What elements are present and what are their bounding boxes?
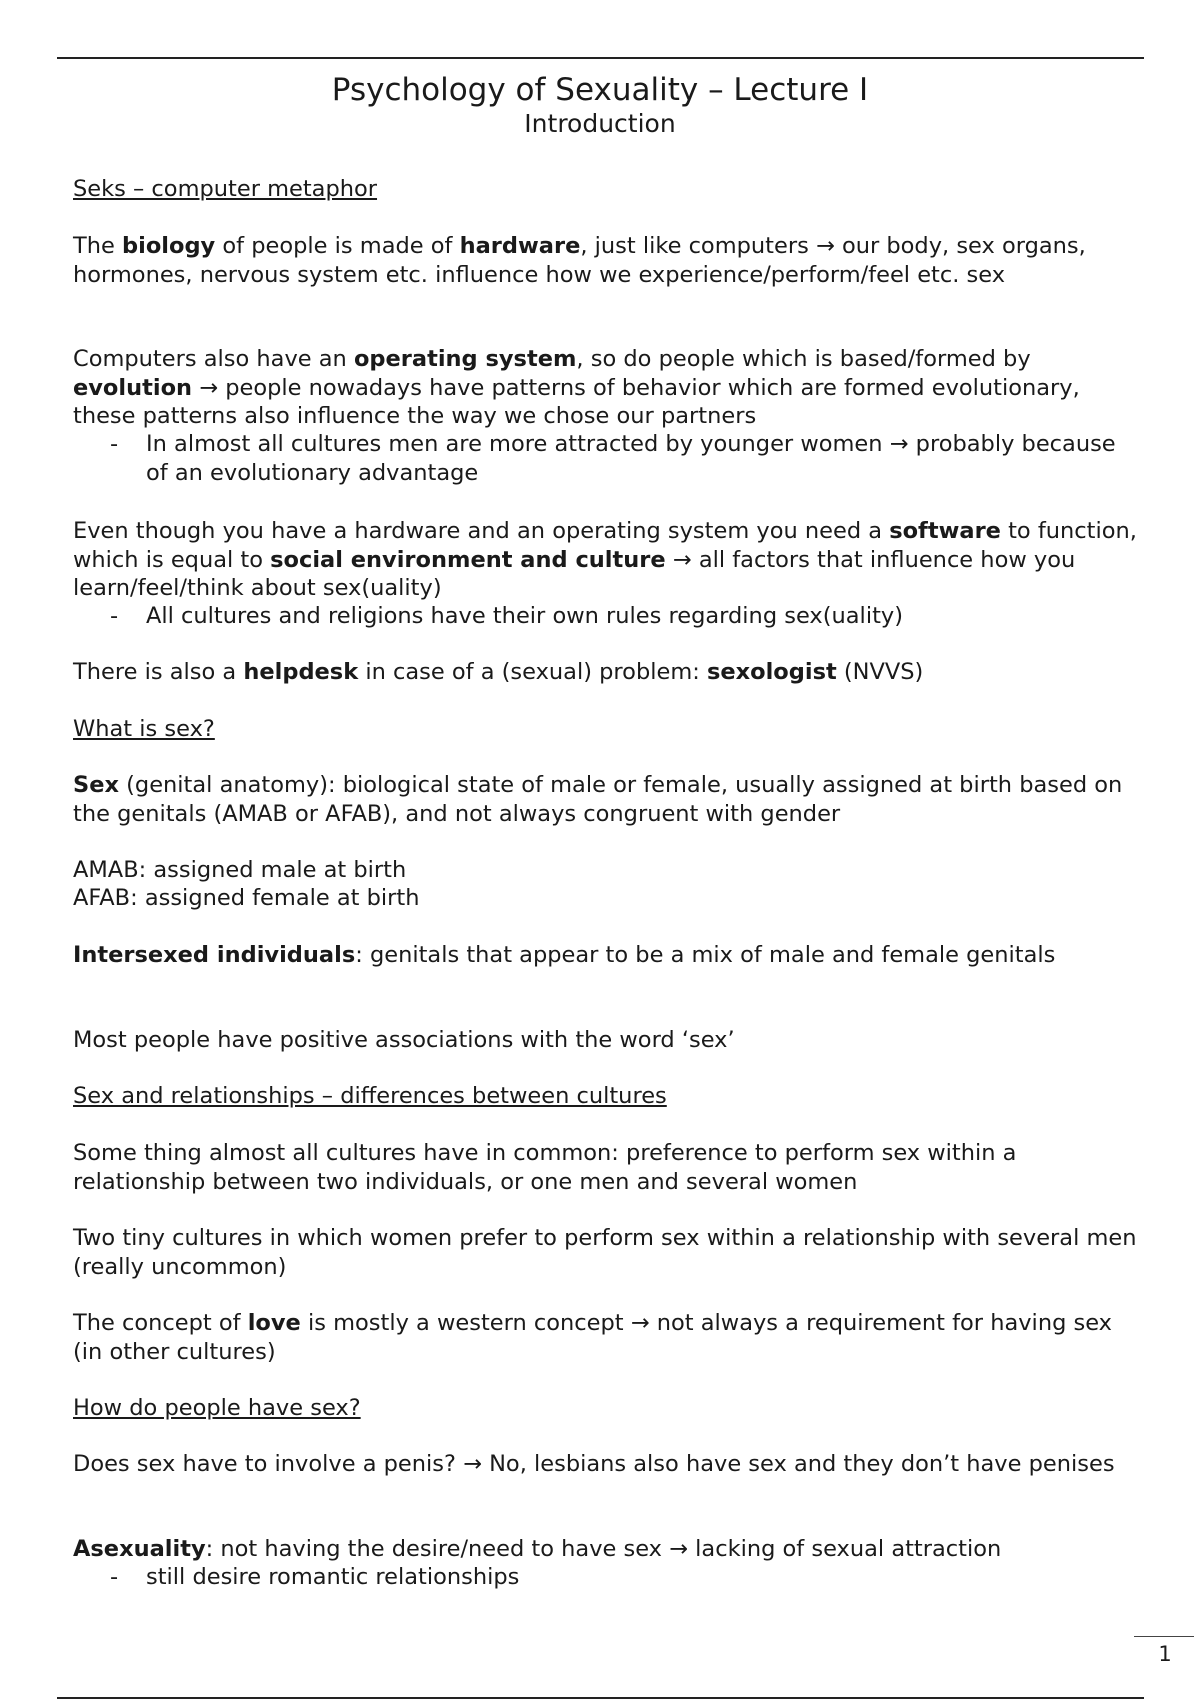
paragraph-love: The concept of love is mostly a western concept → not always a requirement for having sex (in other cultures) <box>73 1310 1112 1365</box>
bullet-item: - still desire romantic relationships <box>110 1564 520 1590</box>
bullet-dash: - <box>110 603 119 629</box>
bullet-dash: - <box>110 431 119 457</box>
definition-amab: AMAB: assigned male at birth <box>73 857 407 883</box>
paragraph-asexuality: Asexuality: not having the desire/need to have sex → lacking of sexual attraction <box>73 1536 1002 1562</box>
page-number-rule <box>1134 1636 1194 1637</box>
paragraph-common-cultures: Some thing almost all cultures have in common: preference to perform sex within a relationship between two individuals, or one men and several women <box>73 1140 1017 1195</box>
paragraph-penis-question: Does sex have to involve a penis? → No, lesbians also have sex and they don’t have penises <box>73 1451 1115 1477</box>
bullet-dash: - <box>110 1564 119 1590</box>
bullet-item: - All cultures and religions have their own rules regarding sex(uality) <box>110 603 903 629</box>
header-rule <box>57 57 1144 59</box>
section-heading-what-is-sex: What is sex? <box>73 716 215 742</box>
paragraph-tiny-cultures: Two tiny cultures in which women prefer to perform sex within a relationship with several men (really uncommon) <box>73 1225 1137 1280</box>
section-heading-cultures: Sex and relationships – differences between cultures <box>73 1083 667 1109</box>
bullet-item: - In almost all cultures men are more attracted by younger women → probably because of an evolutionary advantage <box>110 431 1116 486</box>
paragraph-sex-definition: Sex (genital anatomy): biological state of male or female, usually assigned at birth based on the genitals (AMAB or AFAB), and not always congruent with gender <box>73 772 1123 827</box>
page-number: 1 <box>1158 1642 1172 1666</box>
footer-rule <box>57 1697 1144 1699</box>
paragraph-helpdesk: There is also a helpdesk in case of a (sexual) problem: sexologist (NVVS) <box>73 659 924 685</box>
definition-afab: AFAB: assigned female at birth <box>73 885 420 911</box>
paragraph-associations: Most people have positive associations with the word ‘sex’ <box>73 1027 735 1053</box>
page-title: Psychology of Sexuality – Lecture I <box>331 72 869 108</box>
paragraph-hardware: The biology of people is made of hardware, just like computers → our body, sex organs, hormones, nervous system etc. influence how we experience/perform/feel etc. sex <box>73 233 1086 288</box>
paragraph-software: Even though you have a hardware and an operating system you need a software to function, which is equal to social environment and culture → all factors that influence how you learn/feel/think about sex(uality) <box>73 518 1137 601</box>
section-heading-computer-metaphor: Seks – computer metaphor <box>73 176 378 202</box>
page-subtitle: Introduction <box>524 109 676 138</box>
paragraph-intersexed: Intersexed individuals: genitals that appear to be a mix of male and female genitals <box>73 942 1056 968</box>
paragraph-operating-system: Computers also have an operating system, so do people which is based/formed by evolution → people nowadays have patterns of behavior which are formed evolutionary, these patterns also influence the way we chose our partners <box>73 346 1080 429</box>
section-heading-how-sex: How do people have sex? <box>73 1395 361 1421</box>
